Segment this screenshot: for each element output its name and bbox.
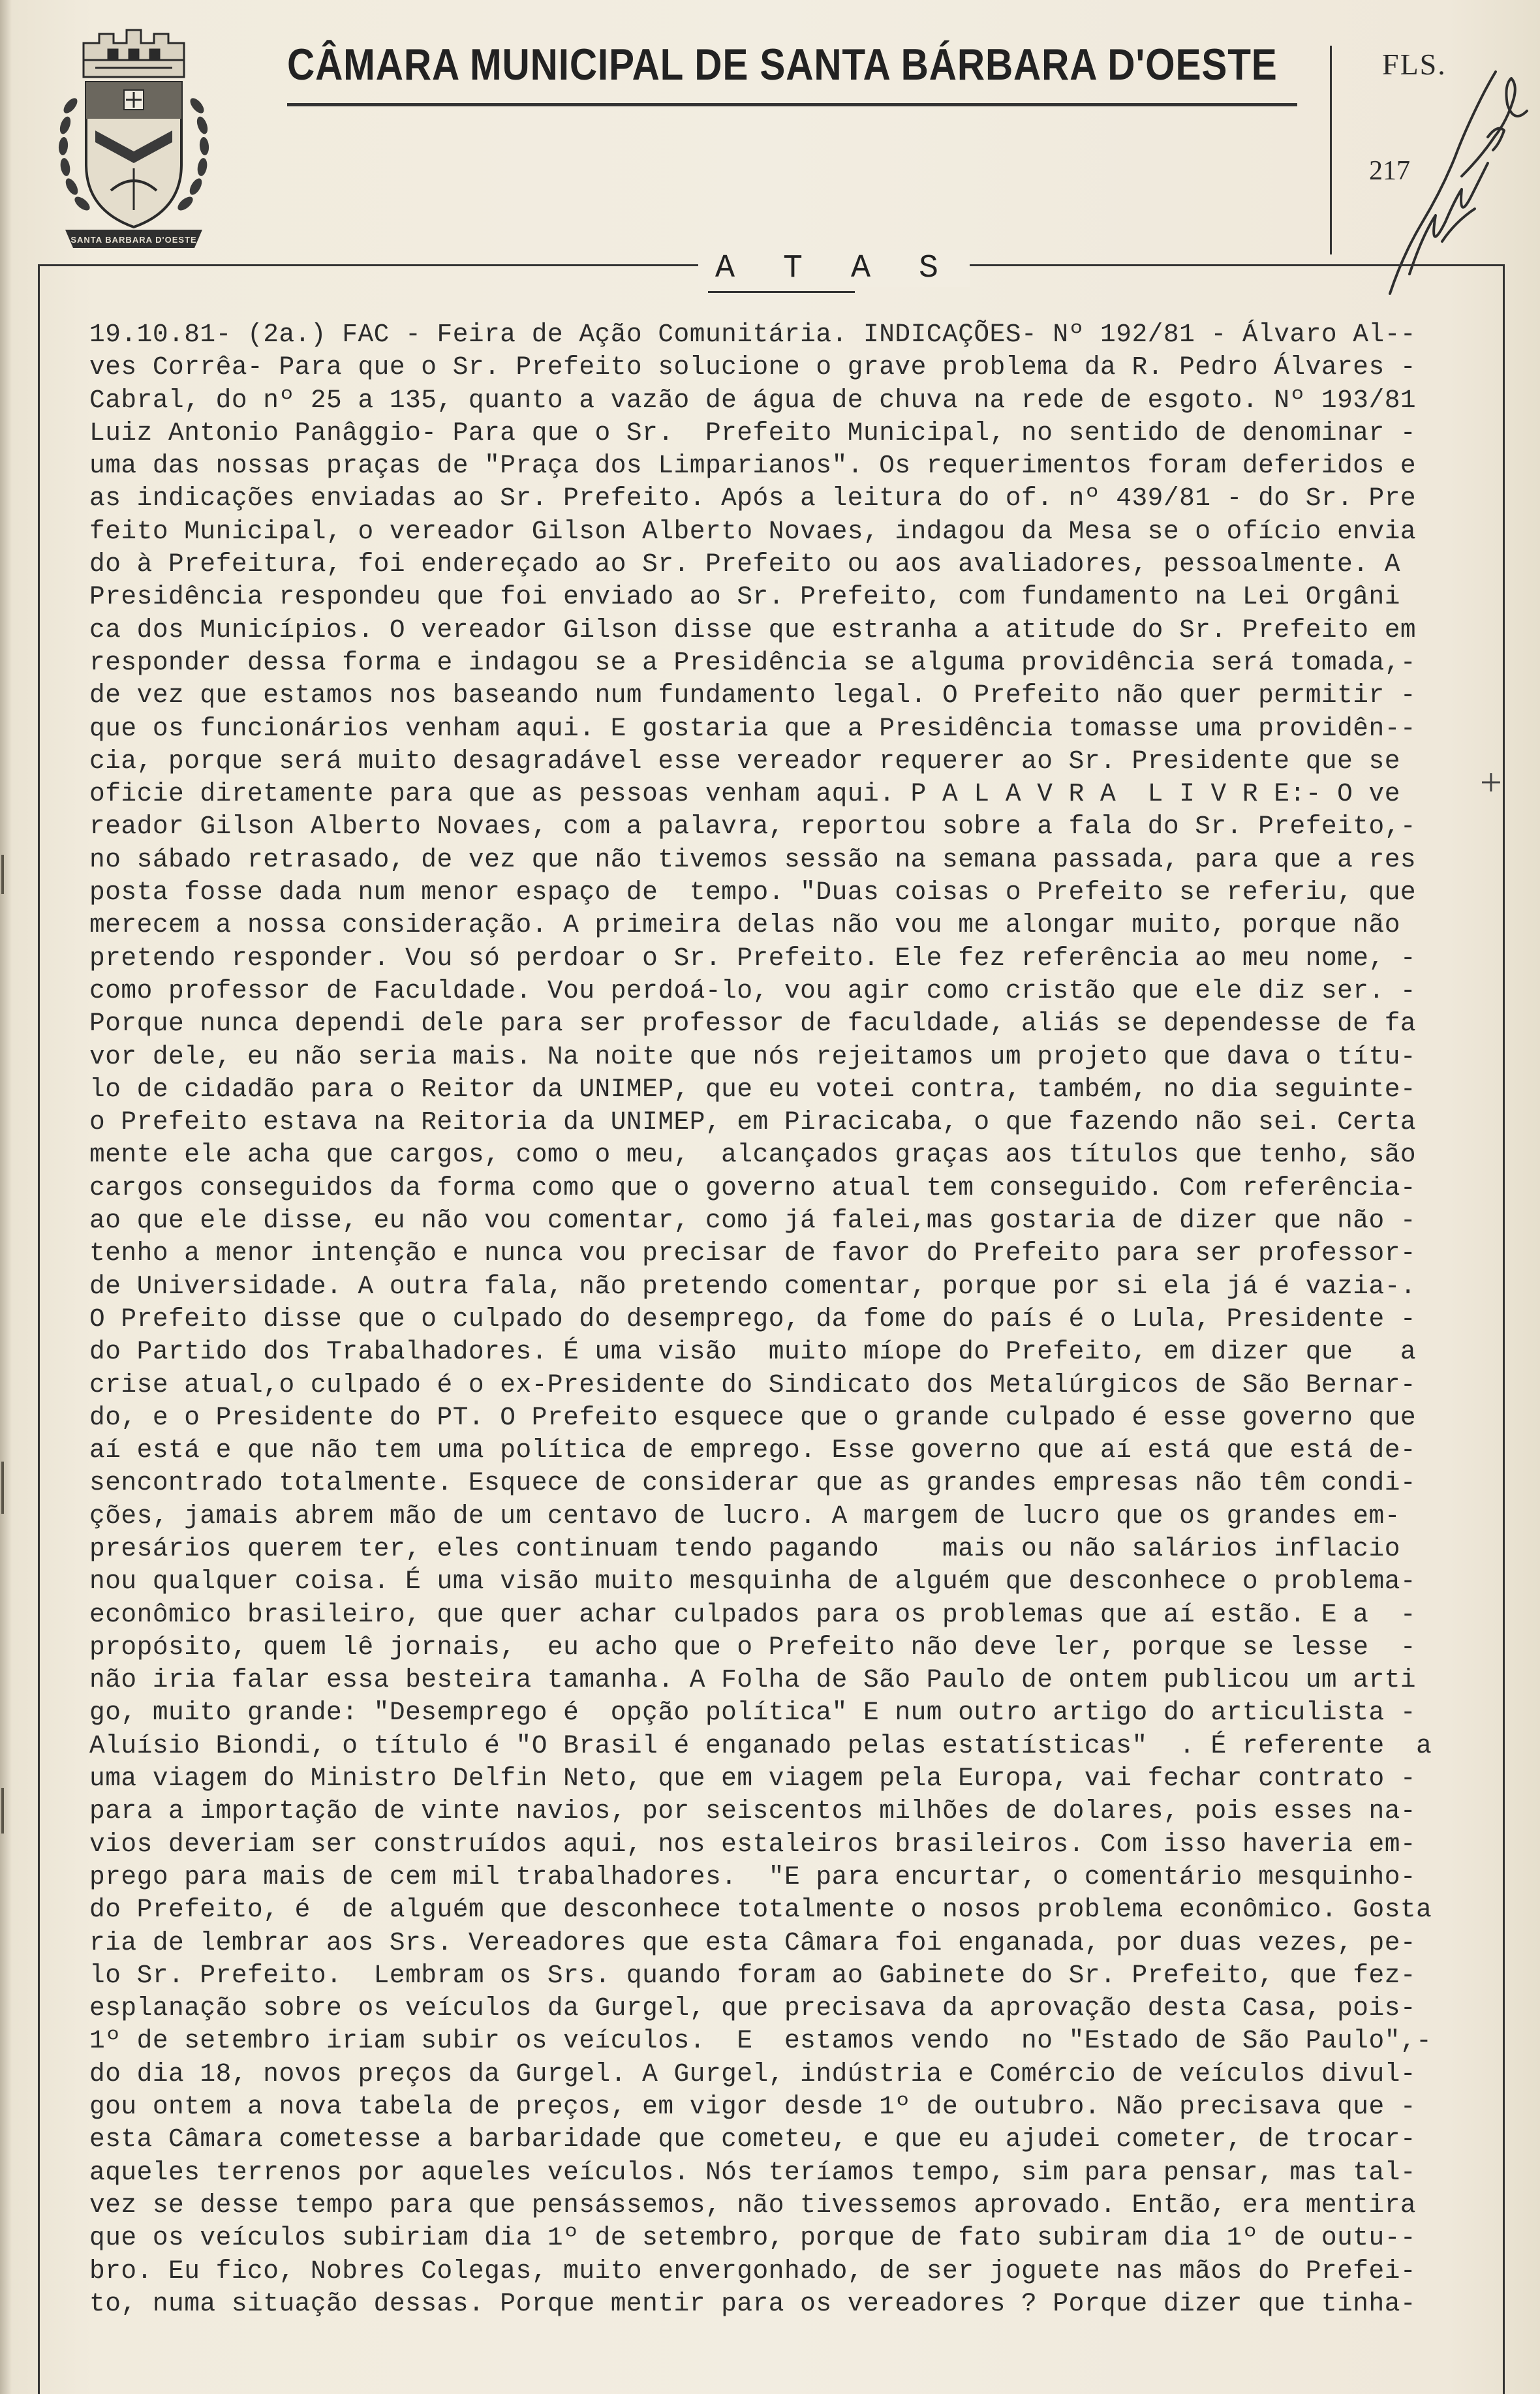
text-line: uma viagem do Ministro Delfin Neto, que em viagem pela Europa, vai fechar contrato - (89, 1764, 1417, 1794)
page-edge-mark (1, 855, 4, 894)
text-line: de vez que estamos nos baseando num fundamento legal. O Prefeito não quer permitir - (89, 681, 1417, 711)
text-line: crise atual,o culpado é o ex-Presidente do Sindicato dos Metalúrgicos de São Bernar- (89, 1370, 1417, 1400)
text-line: não iria falar essa besteira tamanha. A Folha de São Paulo de ontem publicou um arti (89, 1665, 1417, 1695)
text-line: sencontrado totalmente. Esquece de considerar que as grandes empresas não têm condi- (89, 1468, 1417, 1498)
text-line: gou ontem a nova tabela de preços, em vigor desde 1º de outubro. Não precisava que - (89, 2092, 1417, 2122)
text-line: ções, jamais abrem mão de um centavo de lucro. A margem de lucro que os grandes em- (89, 1501, 1400, 1531)
text-line: vez se desse tempo para que pensássemos, não tivessemos aprovado. Então, era mentira (89, 2190, 1417, 2220)
text-line: lo de cidadão para o Reitor da UNIMEP, que eu votei contra, também, no dia seguinte- (89, 1074, 1417, 1104)
svg-text:SANTA BARBARA D'OESTE: SANTA BARBARA D'OESTE (70, 235, 197, 245)
text-line: o Prefeito estava na Reitoria da UNIMEP, em Piracicaba, o que fazendo não sei. Certa (89, 1107, 1417, 1137)
text-line: que os funcionários venham aqui. E gostaria que a Presidência tomasse uma providên-- (89, 713, 1417, 743)
text-line: posta fosse dada num menor espaço de tempo. "Duas coisas o Prefeito se referiu, que (89, 878, 1417, 908)
text-line: do Partido dos Trabalhadores. É uma visão muito míope do Prefeito, em dizer que a (89, 1337, 1417, 1367)
text-line: esta Câmara cometesse a barbaridade que cometeu, e que eu ajudei cometer, de trocar- (89, 2125, 1417, 2155)
text-line: lo Sr. Prefeito. Lembram os Srs. quando foram ao Gabinete do Sr. Prefeito, que fez- (89, 1960, 1417, 1990)
text-line: go, muito grande: "Desemprego é opção política" E num outro artigo do articulista - (89, 1698, 1417, 1728)
text-line: do dia 18, novos preços da Gurgel. A Gurgel, indústria e Comércio de veículos divul- (89, 2059, 1417, 2089)
text-line: ves Corrêa- Para que o Sr. Prefeito solucione o grave problema da R. Pedro Álvares - (89, 352, 1417, 382)
text-line: to, numa situação dessas. Porque mentir para os vereadores ? Porque dizer que tinha- (89, 2288, 1417, 2318)
text-line: do Prefeito, é de alguém que desconhece totalmente o nosos problema econômico. Gosta (89, 1895, 1432, 1925)
text-line: aí está e que não tem uma política de emprego. Esse governo que aí está que está de- (89, 1435, 1417, 1466)
text-line: Porque nunca dependi dele para ser professor de faculdade, aliás se dependesse de fa (89, 1009, 1417, 1039)
text-line: tenho a menor intenção e nunca vou precisar de favor do Prefeito para ser professor- (89, 1238, 1417, 1268)
header-divider (287, 103, 1297, 106)
text-line: feito Municipal, o vereador Gilson Alberto Novaes, indagou da Mesa se o ofício envia (89, 516, 1417, 546)
text-line: as indicações enviadas ao Sr. Prefeito. Após a leitura do of. nº 439/81 - do Sr. Pre (89, 483, 1417, 514)
text-line: nou qualquer coisa. É uma visão muito mesquinha de alguém que desconhece o problema- (89, 1567, 1417, 1597)
text-line: ca dos Municípios. O vereador Gilson disse que estranha a atitude do Sr. Prefeito em (89, 615, 1417, 645)
page-edge-mark (1, 1462, 4, 1514)
text-line: uma das nossas praças de "Praça dos Limparianos". Os requerimentos foram deferidos e (89, 451, 1417, 481)
text-line: aqueles terrenos por aqueles veículos. Nós teríamos tempo, sim para pensar, mas tal- (89, 2157, 1417, 2187)
section-title: A T A S (698, 250, 970, 287)
margin-cross-mark: + (1480, 761, 1502, 804)
text-line: esplanação sobre os veículos da Gurgel, que precisava da aprovação desta Casa, pois- (89, 1993, 1417, 2023)
section-title-underline (708, 291, 855, 293)
text-line: mente ele acha que cargos, como o meu, alcançados graças aos títulos que tenho, são (89, 1140, 1417, 1170)
text-line: prego para mais de cem mil trabalhadores. "E para encurtar, o comentário mesquinho- (89, 1862, 1417, 1892)
text-line: ria de lembrar aos Srs. Vereadores que esta Câmara foi enganada, por duas vezes, pe- (89, 1927, 1417, 1957)
header-vertical-divider (1330, 46, 1332, 254)
coat-of-arms-logo (46, 14, 222, 262)
text-line: ao que ele disse, eu não vou comentar, como já falei,mas gostaria de dizer que não - (89, 1206, 1417, 1236)
page-number: 217 (1369, 156, 1410, 186)
page-edge-shadow (0, 0, 12, 2394)
text-line: Presidência respondeu que foi enviado ao Sr. Prefeito, com fundamento na Lei Orgâni (89, 582, 1400, 612)
text-line: pretendo responder. Vou só perdoar o Sr. Prefeito. Ele fez referência ao meu nome, - (89, 943, 1417, 973)
text-line: cia, porque será muito desagradável esse vereador requerer ao Sr. Presidente que se (89, 746, 1400, 776)
text-line: 1º de setembro iriam subir os veículos. E estamos vendo no "Estado de São Paulo",- (89, 2026, 1432, 2056)
text-line: econômico brasileiro, que quer achar culpados para os problemas que aí estão. E a - (89, 1599, 1417, 1629)
text-line: propósito, quem lê jornais, eu acho que o Prefeito não deve ler, porque se lesse - (89, 1632, 1417, 1662)
text-line: cargos conseguidos da forma como que o governo atual tem conseguido. Com referência- (89, 1173, 1417, 1203)
text-line: vor dele, eu não seria mais. Na noite que nós rejeitamos um projeto que dava o títu- (89, 1041, 1417, 1071)
fls-label: FLS. (1382, 48, 1447, 81)
text-line: que os veículos subiriam dia 1º de setembro, porque de fato subiram dia 1º de outu-- (89, 2223, 1417, 2253)
text-line: do à Prefeitura, foi endereçado ao Sr. Prefeito ou aos avaliadores, pessoalmente. A (89, 549, 1400, 579)
text-line: 19.10.81- (2a.) FAC - Feira de Ação Comunitária. INDICAÇÕES- Nº 192/81 - Álvaro Al-- (89, 320, 1417, 349)
text-line: Cabral, do nº 25 a 135, quanto a vazão de água de chuva na rede de esgoto. Nº 193/81 (89, 385, 1417, 415)
text-line: do, e o Presidente do PT. O Prefeito esquece que o grande culpado é esse governo que (89, 1402, 1417, 1432)
text-line: merecem a nossa consideração. A primeira delas não vou me alongar muito, porque não (89, 910, 1400, 940)
text-line: presários querem ter, eles continuam tendo pagando mais ou não salários inflacio (89, 1533, 1400, 1563)
text-line: oficie diretamente para que as pessoas venham aqui. P A L A V R A L I V R E:- O ve (89, 779, 1400, 809)
text-line: como professor de Faculdade. Vou perdoá-lo, vou agir como cristão que ele diz ser. - (89, 975, 1417, 1005)
header-title: CÂMARA MUNICIPAL DE SANTA BÁRBARA D'OESTE (287, 40, 1278, 89)
text-line: para a importação de vinte navios, por seiscentos milhões de dolares, pois esses na- (89, 1796, 1417, 1826)
text-line: O Prefeito disse que o culpado do desemprego, da fome do país é o Lula, Presidente - (89, 1304, 1417, 1334)
text-line: vios deveriam ser construídos aqui, nos estaleiros brasileiros. Com isso haveria em- (89, 1829, 1417, 1859)
text-line: responder dessa forma e indagou se a Presidência se alguma providência será tomada,- (89, 647, 1417, 677)
text-line: Aluísio Biondi, o título é "O Brasil é enganado pelas estatísticas" . É referente a (89, 1730, 1432, 1760)
page-edge-mark (1, 1788, 4, 1834)
text-line: bro. Eu fico, Nobres Colegas, muito envergonhado, de ser joguete nas mãos do Prefei- (89, 2256, 1417, 2286)
text-line: de Universidade. A outra fala, não pretendo comentar, porque por si ela já é vazia-. (89, 1271, 1417, 1301)
minutes-body (89, 318, 1460, 2320)
text-line: Luiz Antonio Panâggio- Para que o Sr. Prefeito Municipal, no sentido de denominar - (89, 418, 1417, 448)
text-line: reador Gilson Alberto Novaes, com a palavra, reportou sobre a fala do Sr. Prefeito,- (89, 812, 1417, 842)
text-line: no sábado retrasado, de vez que não tivemos sessão na semana passada, para que a res (89, 844, 1417, 874)
